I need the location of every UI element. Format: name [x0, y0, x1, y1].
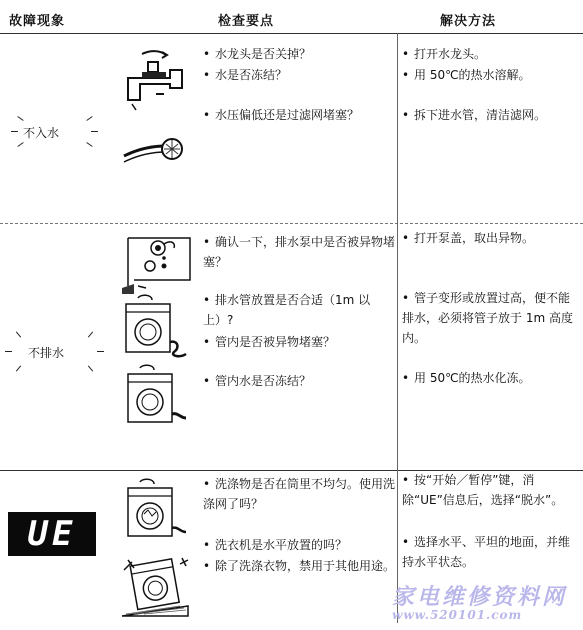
washer-frozen-hose-icon	[124, 366, 188, 428]
watermark-url: www.520101.com	[392, 608, 523, 622]
check-item: • 排水管放置是否合适（1m 以上）?	[203, 293, 371, 327]
washer-tilted-icon	[120, 556, 192, 618]
check-item: • 洗衣机是水平放置的吗？	[203, 538, 348, 552]
solution-item: • 打开泵盖，取出异物。	[402, 231, 535, 245]
solution-item: • 用 50℃的热水溶解。	[402, 68, 531, 82]
solution-item: • 选择水平、平坦的地面，并维持水平状态。	[402, 535, 571, 569]
washer-drain-hose-icon	[122, 296, 188, 358]
header-solution: 解决方法	[440, 14, 497, 29]
water-tap-icon	[120, 48, 190, 112]
solution-item: • 拆下进水管，清洁滤网。	[402, 108, 547, 122]
ue-error-display: UE	[8, 512, 96, 556]
check-item: • 确认一下，排水泵中是否被异物堵塞？	[203, 235, 396, 269]
check-item: • 除了洗涤衣物，禁用于其他用途。	[203, 559, 396, 573]
column-divider	[397, 33, 398, 623]
check-item: • 水龙头是否关掉？	[203, 47, 312, 61]
fault-no-drain: 不排水	[28, 346, 65, 360]
solution-item: • 管子变形或放置过高，便不能排水，必须将管子放于 1m 高度内。	[402, 291, 573, 345]
header-fault: 故障现象	[9, 14, 66, 29]
header-check: 检查要点	[218, 14, 275, 29]
watermark-text: 家电维修资料网	[392, 584, 568, 610]
check-item: • 管内是否被异物堵塞？	[203, 335, 336, 349]
check-item: • 水是否冻结？	[203, 68, 288, 82]
solution-item: • 打开水龙头。	[402, 47, 487, 61]
check-item: • 管内水是否冻结？	[203, 374, 312, 388]
solution-item: • 按“开始／暂停”键，消除“UE”信息后，选择“脱水”。	[402, 473, 564, 507]
fault-no-water-inlet: 不入水	[23, 126, 60, 140]
washer-unbalanced-icon	[124, 480, 188, 542]
check-item: • 水压偏低还是过滤网堵塞？	[203, 108, 360, 122]
hose-filter-icon	[122, 134, 188, 170]
solution-item: • 用 50℃的热水化冻。	[402, 371, 531, 385]
row-divider	[0, 223, 583, 224]
drain-pump-icon	[120, 232, 192, 296]
check-item: • 洗涤物是否在筒里不均匀。使用洗涤网了吗？	[203, 477, 396, 511]
header-divider	[0, 33, 583, 34]
